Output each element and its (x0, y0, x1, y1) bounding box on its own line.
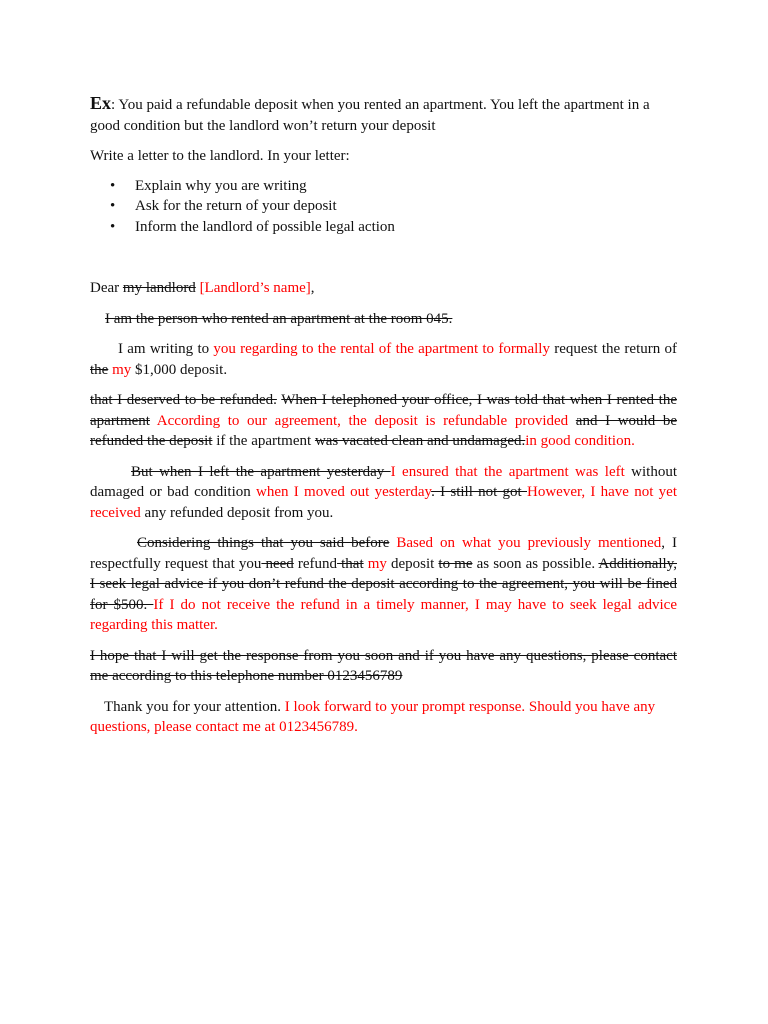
deleted-text: the (90, 361, 109, 378)
task-instruction: Write a letter to the landlord. In your letter: (90, 148, 350, 164)
inserted-text: However, I have not yet received (90, 484, 677, 521)
deleted-text: that I deserved to be refunded. (90, 392, 277, 408)
body-text: , I respectfully request that you (90, 535, 677, 572)
deleted-text: my landlord (122, 280, 196, 296)
deleted-text: and I would be refunded the deposit (90, 412, 678, 449)
deleted-text: . I still not got (431, 484, 527, 500)
letter-paragraph-6 (90, 646, 677, 687)
deleted-text: was vacated clean and undamaged. (314, 433, 526, 449)
body-text: I am writing to (118, 341, 214, 357)
bullet-icon: • (110, 218, 116, 235)
deleted-text: Additionally, I seek legal advice if you don’t refund the deposit according to the agreement, you will be fined for $500. (90, 555, 677, 613)
deleted-text: need (261, 555, 294, 572)
deleted-text: When I telephoned your office, I was told that when I rented the apartment (90, 392, 677, 429)
inserted-text: According to our agreement, the deposit is refundable provided (149, 412, 576, 429)
inserted-text: [Landlord’s name] (195, 280, 311, 296)
bullet-text: Ask for the return of your deposit (135, 198, 337, 214)
inserted-text: in good condition. (525, 433, 635, 449)
bullet-text: Explain why you are writing (135, 177, 307, 194)
bullet-icon: • (110, 198, 116, 214)
task-description: : You paid a refundable deposit when you rented an apartment. You left the apartment in a good condition but the landlord won’t return your deposit (90, 97, 650, 134)
deleted-text: I am the person who rented an apartment at the room 045. (105, 310, 453, 327)
document-page (90, 93, 677, 748)
bullet-icon: • (110, 177, 116, 194)
salutation-punctuation: , (310, 280, 315, 296)
inserted-text: Based on what you previously mentioned (389, 535, 662, 551)
deleted-text: that (337, 555, 364, 572)
deleted-text: I hope that I will get the response from you soon and if you have any questions, please contact me according to this telephone number 0123456789 (90, 647, 677, 684)
letter-paragraph-1 (90, 309, 677, 330)
body-text: $1,000 deposit. (131, 361, 228, 378)
letter-paragraph-4 (90, 462, 677, 524)
example-label: Ex (90, 93, 112, 113)
body-text: Thank you for your attention. (104, 698, 285, 715)
task-prompt (90, 93, 677, 136)
body-text: as soon as possible. (472, 555, 599, 572)
inserted-text: my (363, 555, 387, 572)
inserted-text: you regarding to the rental of the apartment to formally (213, 341, 550, 357)
inserted-text: I look forward to your prompt response. Should you have any questions, please contact me at 0123456789. (90, 698, 656, 735)
deleted-text: to me (438, 555, 473, 572)
deleted-text: Considering things that you said before (137, 535, 390, 551)
body-text: if the apartment (212, 433, 315, 449)
inserted-text: If I do not receive the refund in a timely manner, I may have to seek legal advice regarding this matter. (90, 596, 677, 633)
letter-paragraph-3 (90, 390, 677, 452)
bullet-item-inform (90, 217, 677, 238)
body-text: refund (293, 555, 338, 572)
inserted-text: I ensured that the apartment was left (390, 463, 625, 480)
letter-paragraph-2 (90, 339, 677, 380)
body-text: deposit (386, 555, 439, 572)
bullet-item-ask (90, 196, 677, 217)
salutation-text: Dear (90, 280, 123, 296)
body-text: request the return of (549, 341, 677, 357)
letter-closing (90, 697, 677, 738)
task-bullet-list (90, 176, 677, 238)
inserted-text: my (112, 361, 132, 378)
bullet-item-explain (90, 176, 677, 197)
inserted-text: when I moved out yesterday (256, 484, 432, 500)
body-text: any refunded deposit from you. (140, 504, 334, 521)
bullet-text: Inform the landlord of possible legal action (135, 218, 395, 235)
body-text: without damaged or bad condition (90, 463, 678, 500)
letter-salutation (90, 278, 677, 299)
letter-paragraph-5 (90, 533, 677, 636)
deleted-text: But when I left the apartment yesterday (131, 463, 391, 480)
